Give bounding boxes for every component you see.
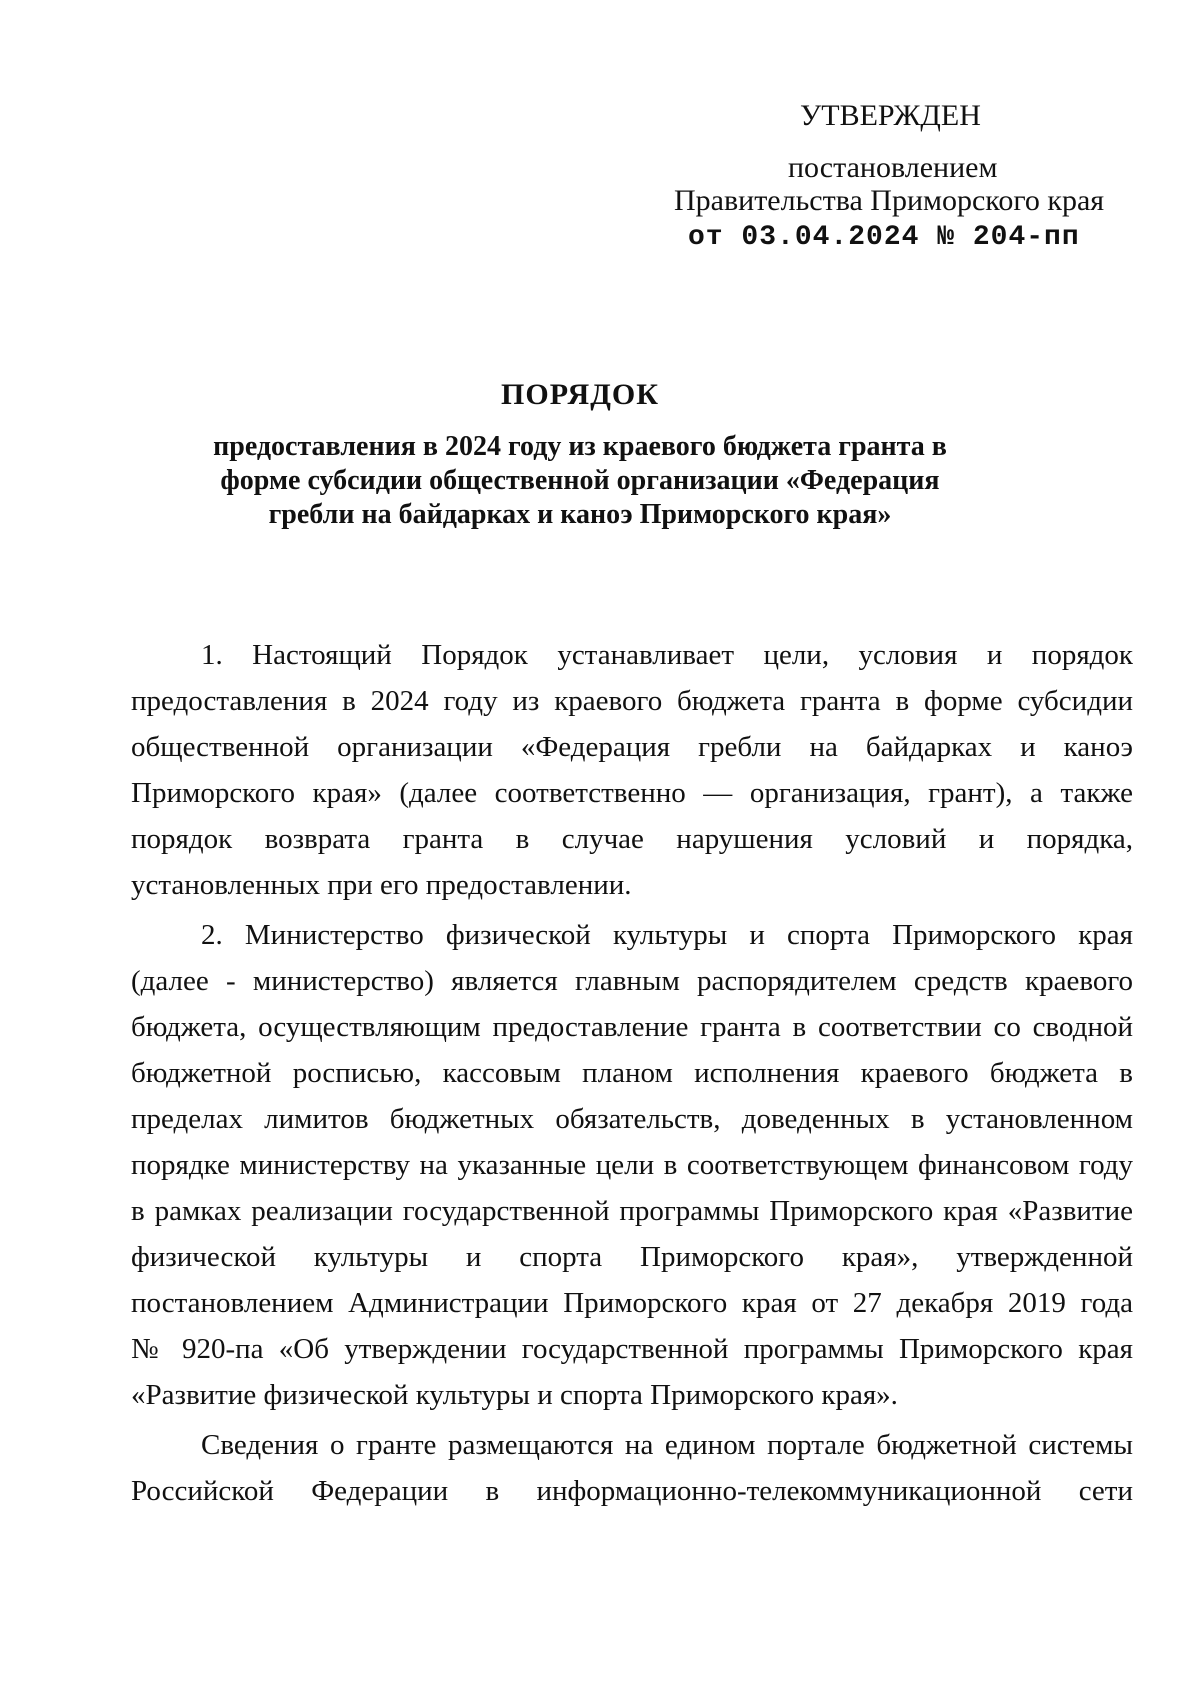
subtitle-line: предоставления в 2024 году из краевого бюджета гранта в <box>213 431 947 462</box>
document-title: ПОРЯДОК <box>501 378 659 411</box>
text-line: бюджетной росписью, кассовым планом исполнения краевого бюджета в <box>131 1057 1133 1089</box>
text-line: Сведения о гранте размещаются на едином портале бюджетной системы <box>201 1429 1133 1461</box>
approval-heading: УТВЕРЖДЕН <box>800 99 981 132</box>
text-line: постановлением Администрации Приморского края от 27 декабря 2019 года <box>131 1287 1133 1319</box>
subtitle-line: гребли на байдарках и каноэ Приморского края» <box>268 499 892 530</box>
approval-decree: постановлением <box>788 151 998 184</box>
text-line: «Развитие физической культуры и спорта Приморского края». <box>131 1379 898 1411</box>
text-line: Российской Федерации в информационно-телекоммуникационной сети <box>131 1475 1133 1507</box>
paragraph-2 <box>131 912 1133 1418</box>
text-line: порядок возврата гранта в случае нарушения условий и порядка, <box>131 823 1133 855</box>
paragraph-3 <box>131 1422 1133 1514</box>
text-line: установленных при его предоставлении. <box>131 869 632 901</box>
text-line: предоставления в 2024 году из краевого бюджета гранта в форме субсидии <box>131 685 1133 717</box>
text-line: Приморского края» (далее соответственно — организация, грант), а также <box>131 777 1133 809</box>
approval-government: Правительства Приморского края <box>674 184 1105 217</box>
text-line: 1. Настоящий Порядок устанавливает цели, условия и порядок <box>201 639 1133 671</box>
text-line: в рамках реализации государственной программы Приморского края «Развитие <box>131 1195 1133 1227</box>
text-line: пределах лимитов бюджетных обязательств, доведенных в установленном <box>131 1103 1133 1135</box>
text-line: физической культуры и спорта Приморского края», утвержденной <box>131 1241 1133 1273</box>
subtitle-line: форме субсидии общественной организации «Федерация <box>220 465 940 496</box>
paragraph-1 <box>131 632 1133 908</box>
document-body <box>131 632 1133 1518</box>
text-line: порядке министерству на указанные цели в соответствующем финансовом году <box>131 1149 1133 1181</box>
document-subtitle <box>180 430 980 532</box>
text-line: бюджета, осуществляющим предоставление гранта в соответствии со сводной <box>131 1011 1133 1043</box>
text-line: общественной организации «Федерация гребли на байдарках и каноэ <box>131 731 1133 763</box>
text-line: № 920-па «Об утверждении государственной программы Приморского края <box>131 1333 1133 1365</box>
text-line: (далее - министерство) является главным распорядителем средств краевого <box>131 965 1133 997</box>
text-line: 2. Министерство физической культуры и спорта Приморского края <box>201 919 1133 951</box>
approval-date-number: от 03.04.2024 № 204-пп <box>688 222 1080 253</box>
